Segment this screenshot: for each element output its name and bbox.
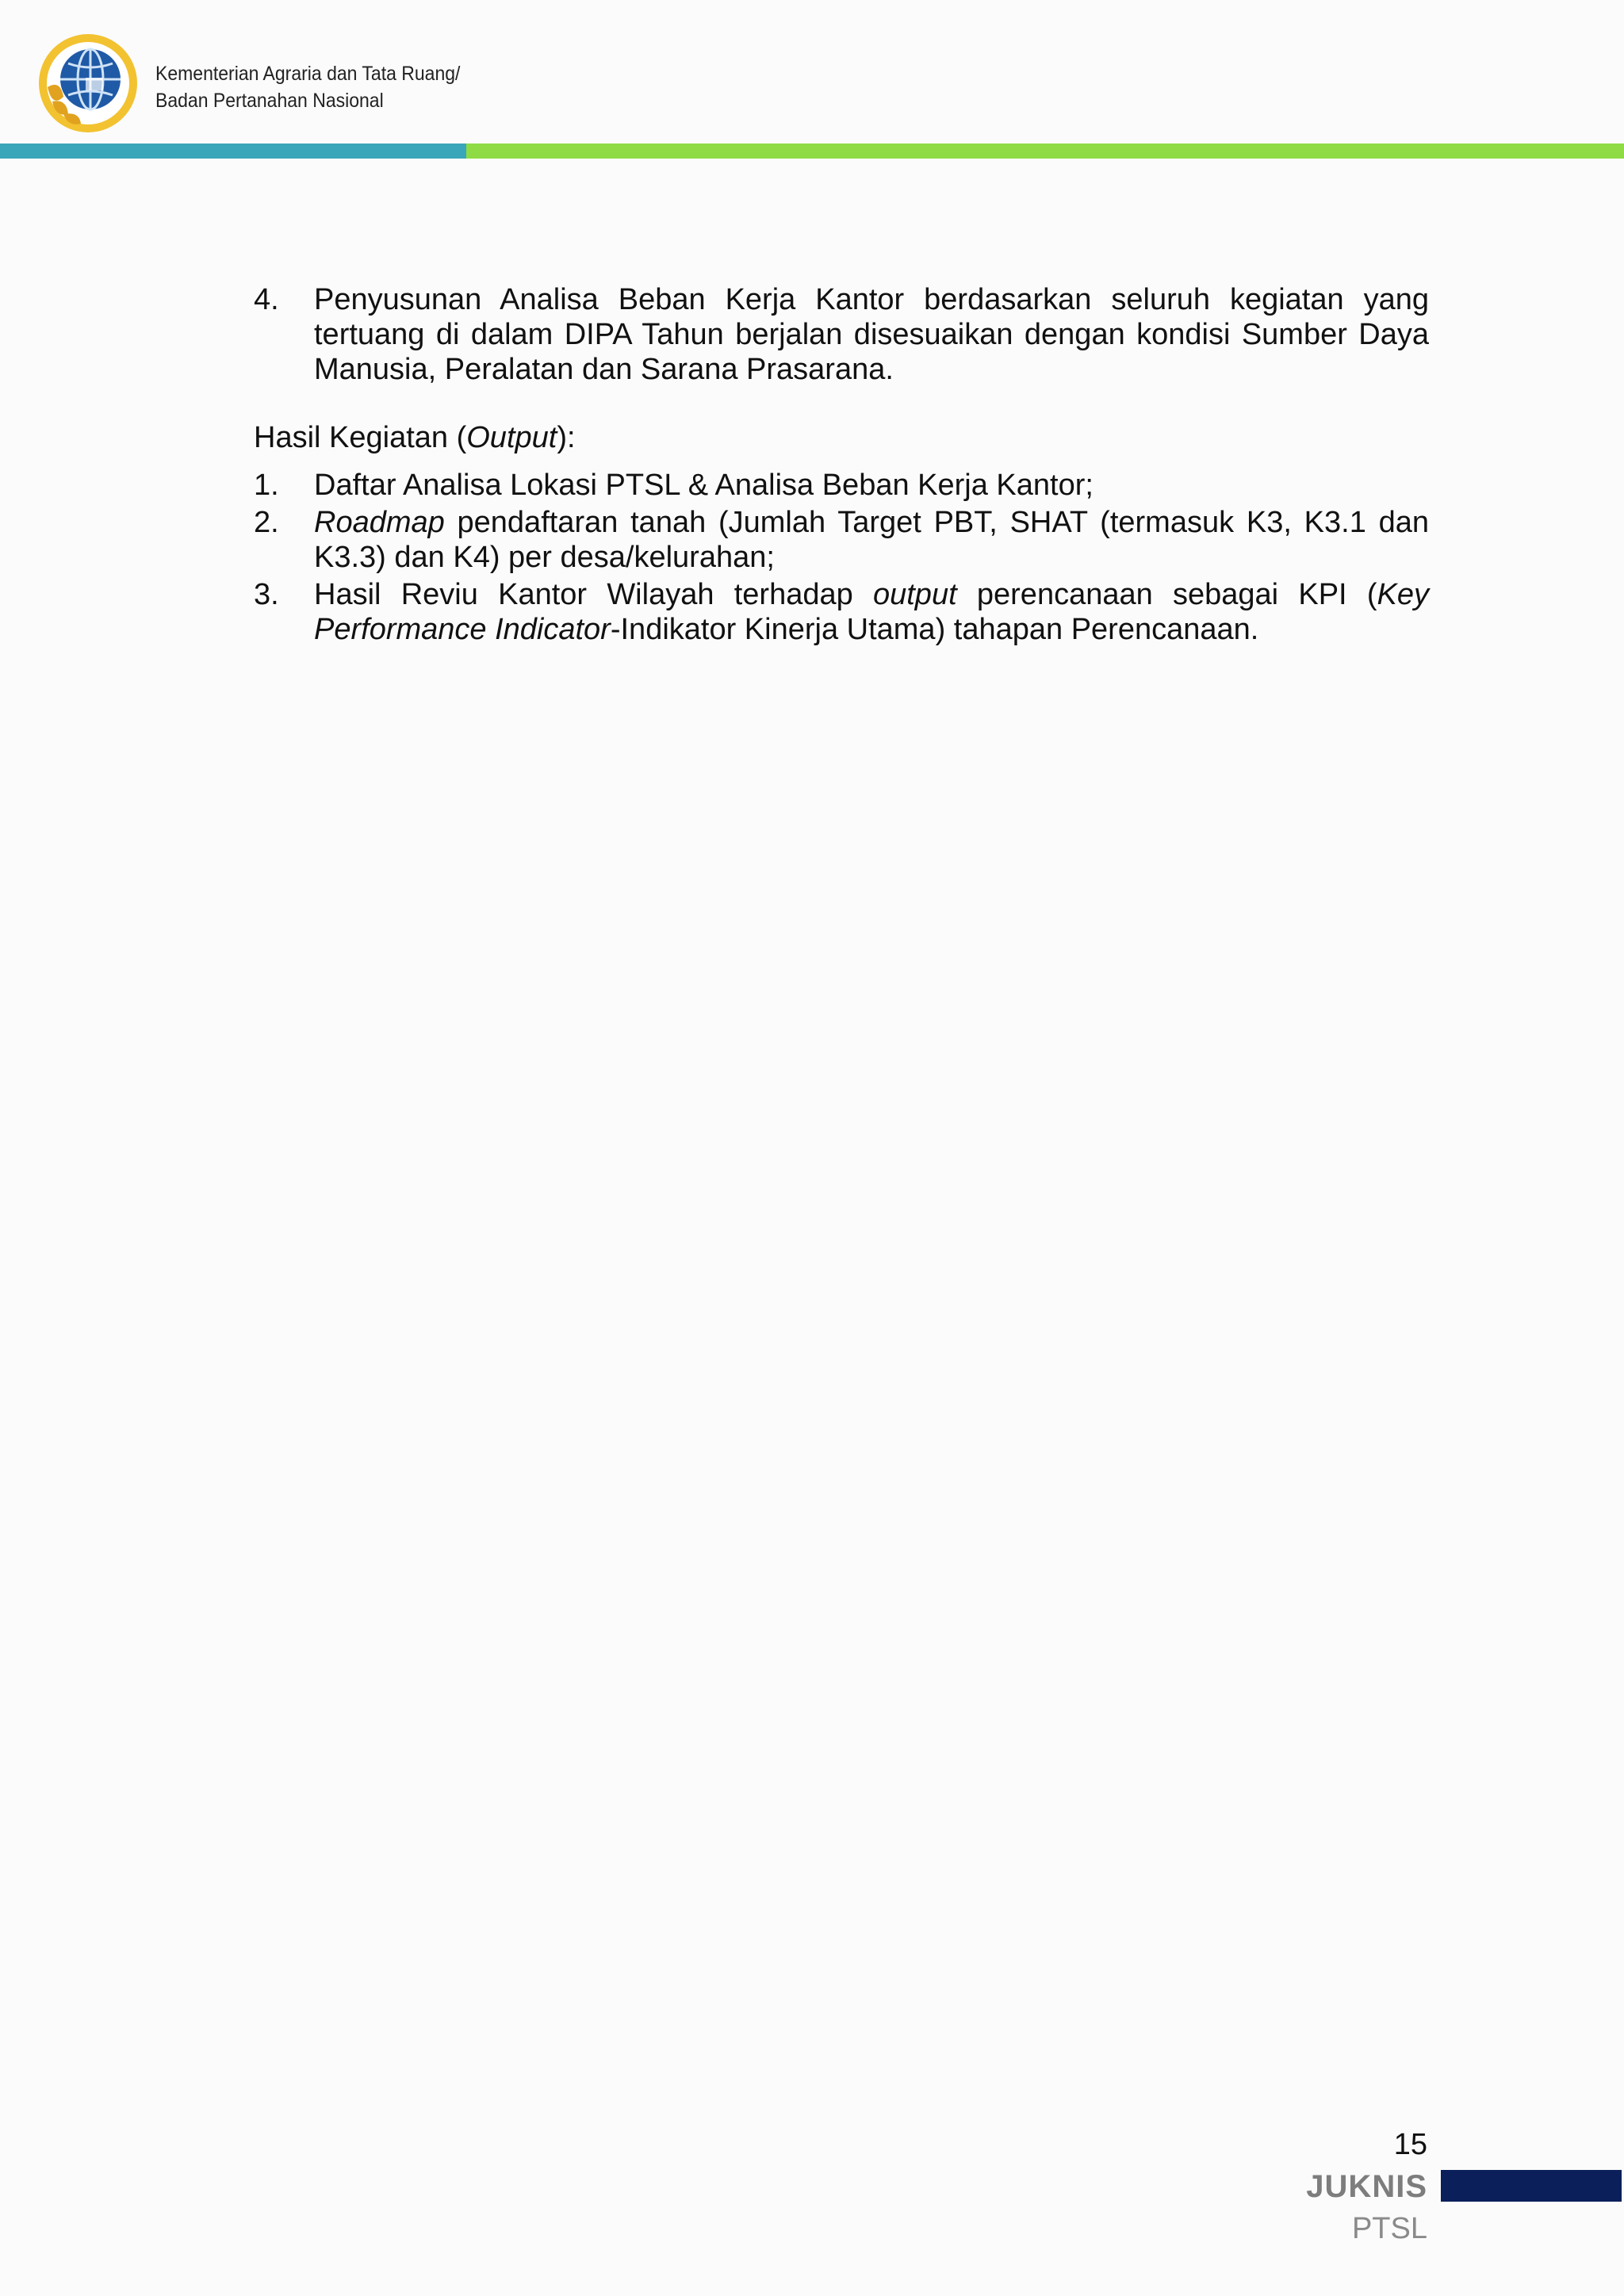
list-text-c: -Indikator Kinerja Utama) tahapan Perencanaan.	[610, 613, 1259, 646]
list-text-a: Hasil Reviu Kantor Wilayah terhadap	[314, 578, 873, 611]
footer-label-ptsl: PTSL	[1351, 2212, 1427, 2245]
list-italic-a: output	[872, 578, 957, 611]
footer-label-juknis: JUKNIS	[1306, 2169, 1427, 2204]
heading-prefix: Hasil Kegiatan (	[254, 421, 467, 454]
list-item	[254, 577, 1429, 647]
list-item	[254, 468, 1429, 503]
org-name-line-1: Kementerian Agraria dan Tata Ruang/	[155, 63, 461, 85]
org-name-line-2: Badan Pertanahan Nasional	[155, 90, 384, 112]
header-band-blue	[0, 144, 466, 159]
header-band-green	[466, 144, 1624, 159]
heading-suffix: ):	[557, 421, 576, 454]
section-heading	[254, 420, 1429, 455]
page-body	[254, 282, 1429, 649]
list-text-b: perencanaan sebagai KPI (	[956, 578, 1377, 611]
list-number: 2.	[254, 506, 279, 539]
list-text: Daftar Analisa Lokasi PTSL & Analisa Beban Kerja Kantor;	[314, 469, 1094, 502]
list-item-4	[254, 282, 1429, 387]
list-number: 3.	[254, 578, 279, 611]
list-item	[254, 505, 1429, 575]
footer-navy-bar	[1441, 2170, 1622, 2202]
ministry-emblem-icon	[36, 32, 140, 135]
heading-italic: Output	[466, 421, 557, 454]
page-header	[0, 0, 1624, 159]
output-list	[254, 468, 1429, 647]
list-number: 4.	[254, 283, 279, 316]
list-number: 1.	[254, 469, 279, 502]
list-italic-lead: Roadmap	[314, 506, 445, 539]
list-text: Penyusunan Analisa Beban Kerja Kantor berdasarkan seluruh kegiatan yang tertuang di dalam DIPA Tahun berjalan disesuaikan dengan kondisi Sumber Daya Manusia, Peralatan dan Sarana Prasarana.	[314, 283, 1429, 386]
page-number: 15	[1393, 2128, 1427, 2161]
list-text: pendaftaran tanah (Jumlah Target PBT, SHAT (termasuk K3, K3.1 dan K3.3) dan K4) per desa/kelurahan;	[314, 506, 1429, 574]
list-italic-b: Key Performance Indicator	[314, 578, 1429, 646]
organization-name	[155, 60, 460, 114]
